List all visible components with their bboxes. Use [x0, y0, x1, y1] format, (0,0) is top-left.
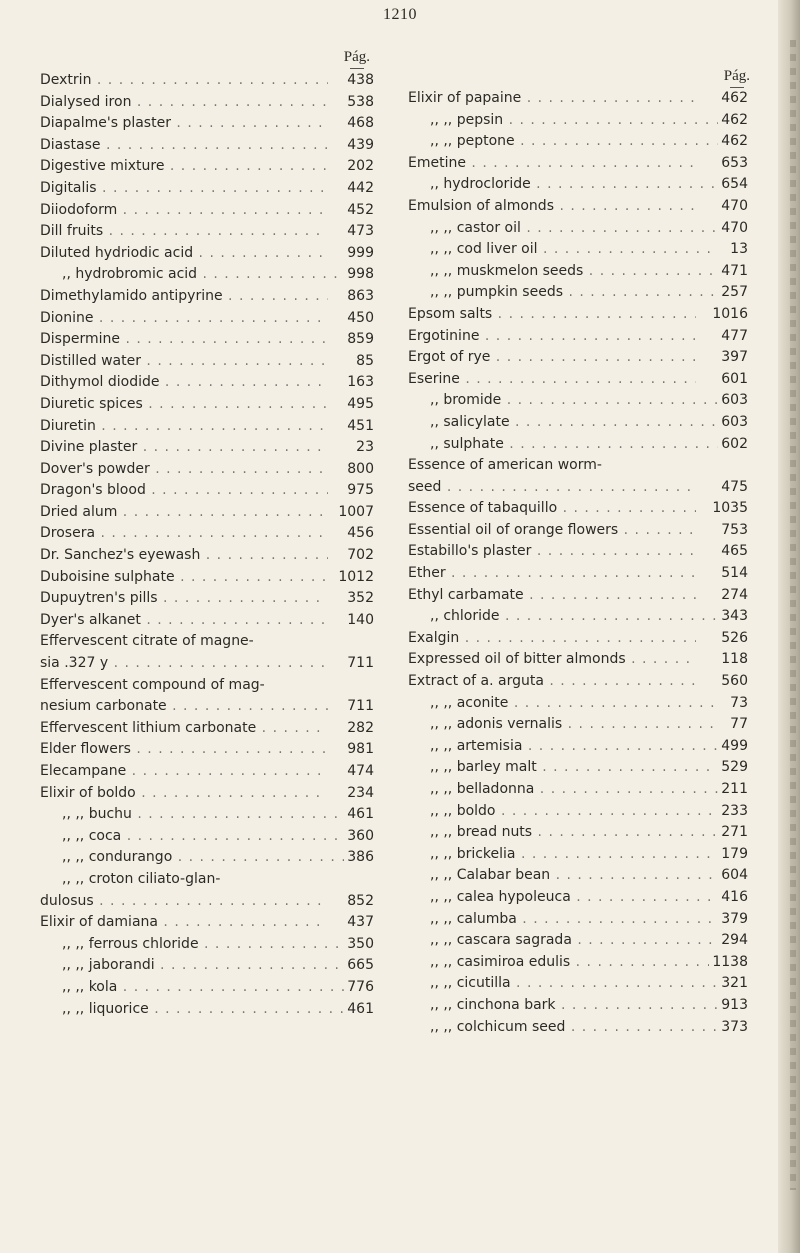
entry-name: Dover's powder . . .	[40, 459, 328, 481]
entry-page: 653	[718, 153, 748, 175]
entry-page: 711	[344, 696, 374, 718]
entry-name: seed . . .	[408, 477, 696, 499]
entry-page: 975	[344, 480, 374, 502]
entry-name: Elder flowers . . .	[40, 739, 328, 761]
index-entry	[408, 801, 748, 823]
entry-page: 859	[344, 329, 374, 351]
index-entry	[408, 563, 748, 585]
entry-name: ,, chloride . . .	[408, 606, 718, 628]
entry-page: 538	[344, 92, 374, 114]
entry-page: 386	[344, 847, 374, 869]
entry-name: Drosera . . .	[40, 523, 328, 545]
entry-name: sia .327 y . . .	[40, 653, 328, 675]
header-rule	[350, 68, 364, 69]
entry-page: 77	[727, 714, 748, 736]
entry-page: 452	[344, 200, 374, 222]
entry-name: ,, ,, cod liver oil . . .	[408, 239, 718, 261]
index-entry	[408, 477, 748, 499]
entry-name: Extract of a. arguta . . .	[408, 671, 696, 693]
entry-page: 202	[344, 156, 374, 178]
index-entry	[40, 243, 374, 265]
index-entry	[408, 887, 748, 909]
entry-name: Diiodoform . . .	[40, 200, 328, 222]
entry-page: 913	[718, 995, 748, 1017]
scan-edge-shadow	[778, 0, 800, 1253]
column-header-right	[724, 68, 750, 88]
index-entry	[408, 757, 748, 779]
entry-name: ,, ,, buchu . . .	[40, 804, 350, 826]
index-entry	[408, 110, 748, 132]
index-entry	[408, 282, 748, 304]
entry-page: 456	[344, 523, 374, 545]
entry-page: 473	[344, 221, 374, 243]
entry-name: Dionine . . .	[40, 308, 328, 330]
index-entry	[40, 135, 374, 157]
index-entry	[408, 822, 748, 844]
entry-page: 257	[718, 282, 748, 304]
entry-page: 471	[718, 261, 748, 283]
entry-page: 437	[344, 912, 374, 934]
entry-name: ,, ,, croton ciliato-glan-	[62, 870, 221, 887]
entry-name: Digestive mixture . . .	[40, 156, 328, 178]
index-entry	[40, 761, 374, 783]
index-entry	[408, 174, 748, 196]
index-entry	[40, 113, 374, 135]
entry-name: ,, ,, artemisia . . .	[408, 736, 718, 758]
entry-page: 601	[718, 369, 748, 391]
index-entry	[40, 308, 374, 330]
index-entry	[40, 847, 374, 869]
index-entry	[408, 541, 748, 563]
entry-name: ,, ,, castor oil . . .	[408, 218, 718, 240]
entry-name: Elixir of papaine . . .	[408, 88, 696, 110]
entry-name: dulosus . . .	[40, 891, 328, 913]
entry-name: ,, ,, brickelia . . .	[408, 844, 718, 866]
index-entry	[408, 131, 748, 153]
entry-name: ,, ,, adonis vernalis . . .	[408, 714, 718, 736]
page-number: 1210	[383, 6, 417, 23]
index-entry	[40, 804, 374, 826]
index-entry	[408, 326, 748, 348]
entry-name: Ethyl carbamate . . .	[408, 585, 696, 607]
entry-name: ,, ,, cinchona bark . . .	[408, 995, 718, 1017]
entry-page: 470	[718, 218, 748, 240]
entry-page: 495	[344, 394, 374, 416]
entry-page: 140	[344, 610, 374, 632]
index-entry	[40, 869, 374, 891]
index-entry	[40, 221, 374, 243]
index-entry	[40, 934, 374, 956]
index-entry	[40, 502, 374, 524]
index-entry	[40, 70, 374, 92]
index-entry	[408, 585, 748, 607]
entry-name: Eserine . . .	[408, 369, 696, 391]
entry-name: Dupuytren's pills . . .	[40, 588, 328, 610]
entry-page: 379	[718, 909, 748, 931]
index-entry	[408, 714, 748, 736]
entry-page: 442	[344, 178, 374, 200]
entry-page: 603	[718, 390, 748, 412]
entry-name: Dill fruits . . .	[40, 221, 328, 243]
entry-page: 439	[344, 135, 374, 157]
index-entry	[40, 826, 374, 848]
index-entry	[408, 930, 748, 952]
entry-page: 654	[718, 174, 748, 196]
index-entry	[40, 610, 374, 632]
index-entry	[40, 675, 374, 697]
index-entry	[408, 693, 748, 715]
entry-page: 603	[718, 412, 748, 434]
entry-page: 13	[727, 239, 748, 261]
index-entry	[408, 412, 748, 434]
index-entry	[40, 912, 374, 934]
entry-page: 450	[344, 308, 374, 330]
index-entry	[408, 498, 748, 520]
entry-name: ,, ,, aconite . . .	[408, 693, 718, 715]
entry-page: 271	[718, 822, 748, 844]
entry-page: 352	[344, 588, 374, 610]
entry-page: 475	[718, 477, 748, 499]
entry-page: 604	[718, 865, 748, 887]
entry-name: Essence of american worm-	[408, 457, 602, 474]
index-entry	[40, 394, 374, 416]
index-entry	[408, 952, 748, 974]
entry-page: 1138	[709, 952, 748, 974]
index-entry	[40, 739, 374, 761]
entry-name: ,, ,, colchicum seed . . .	[408, 1017, 718, 1039]
entry-page: 514	[718, 563, 748, 585]
entry-name: ,, ,, bread nuts . . .	[408, 822, 718, 844]
index-entry	[408, 649, 748, 671]
entry-name: ,, ,, cicutilla . . .	[408, 973, 718, 995]
entry-name: Dr. Sanchez's eyewash . . .	[40, 545, 328, 567]
entry-name: ,, ,, pumpkin seeds . . .	[408, 282, 718, 304]
index-entry	[408, 628, 748, 650]
entry-name: ,, ,, calea hypoleuca . . .	[408, 887, 718, 909]
entry-name: Diuretin . . .	[40, 416, 328, 438]
index-entry	[408, 153, 748, 175]
entry-name: Estabillo's plaster . . .	[408, 541, 696, 563]
entry-page: 233	[718, 801, 748, 823]
index-entry	[40, 696, 374, 718]
entry-page: 560	[718, 671, 748, 693]
entry-page: 179	[718, 844, 748, 866]
entry-name: Diapalme's plaster . . .	[40, 113, 328, 135]
entry-page: 753	[718, 520, 748, 542]
entry-name: Dragon's blood . . .	[40, 480, 328, 502]
entry-name: Dyer's alkanet . . .	[40, 610, 328, 632]
entry-name: Elecampane . . .	[40, 761, 328, 783]
index-entry	[40, 200, 374, 222]
entry-page: 776	[344, 977, 374, 999]
entry-name: Divine plaster . . .	[40, 437, 328, 459]
entry-name: Dithymol diodide . . .	[40, 372, 328, 394]
entry-page: 350	[344, 934, 374, 956]
entry-page: 711	[344, 653, 374, 675]
entry-name: Duboisine sulphate . . .	[40, 567, 328, 589]
entry-page: 863	[344, 286, 374, 308]
index-entry	[408, 239, 748, 261]
index-entry	[408, 218, 748, 240]
entry-page: 1012	[335, 567, 374, 589]
index-entry	[40, 955, 374, 977]
index-entry	[40, 545, 374, 567]
entry-name: Dried alum . . .	[40, 502, 328, 524]
entry-name: Effervescent citrate of magne-	[40, 633, 254, 650]
entry-name: ,, ,, pepsin . . .	[408, 110, 718, 132]
entry-page: 461	[344, 999, 374, 1021]
entry-page: 702	[344, 545, 374, 567]
entry-name: ,, ,, casimiroa edulis . . .	[408, 952, 718, 974]
index-entry	[408, 434, 748, 456]
index-entry	[408, 347, 748, 369]
entry-name: Ether . . .	[408, 563, 696, 585]
entry-page: 85	[353, 351, 374, 373]
entry-page: 981	[344, 739, 374, 761]
index-entry	[408, 844, 748, 866]
index-entry	[40, 480, 374, 502]
entry-page: 526	[718, 628, 748, 650]
entry-name: ,, ,, belladonna . . .	[408, 779, 718, 801]
index-entry	[408, 1017, 748, 1039]
entry-name: ,, bromide . . .	[408, 390, 718, 412]
entry-page: 282	[344, 718, 374, 740]
entry-name: Emulsion of almonds . . .	[408, 196, 696, 218]
index-entry	[408, 606, 748, 628]
entry-name: ,, ,, barley malt . . .	[408, 757, 718, 779]
entry-page: 73	[727, 693, 748, 715]
entry-page: 416	[718, 887, 748, 909]
entry-page: 343	[718, 606, 748, 628]
entry-name: Ergotinine . . .	[408, 326, 696, 348]
entry-name: Ergot of rye . . .	[408, 347, 696, 369]
entry-name: Emetine . . .	[408, 153, 696, 175]
entry-page: 999	[344, 243, 374, 265]
entry-page: 499	[718, 736, 748, 758]
index-entry	[408, 865, 748, 887]
index-entry	[40, 329, 374, 351]
entry-page: 998	[344, 264, 374, 286]
index-entry	[40, 351, 374, 373]
entry-name: ,, ,, peptone . . .	[408, 131, 718, 153]
index-entry	[40, 286, 374, 308]
entry-page: 470	[718, 196, 748, 218]
index-entry	[408, 736, 748, 758]
entry-name: Exalgin . . .	[408, 628, 696, 650]
index-entry	[40, 631, 374, 653]
entry-name: ,, ,, condurango . . .	[40, 847, 350, 869]
index-entry	[40, 178, 374, 200]
entry-page: 477	[718, 326, 748, 348]
index-entry	[408, 304, 748, 326]
index-entry	[408, 973, 748, 995]
entry-name: Elixir of boldo . . .	[40, 783, 328, 805]
entry-name: Dimethylamido antipyrine . . .	[40, 286, 328, 308]
index-entry	[40, 156, 374, 178]
index-column-left	[40, 49, 374, 1020]
entry-name: ,, ,, liquorice . . .	[40, 999, 350, 1021]
entry-name: ,, ,, cascara sagrada . . .	[408, 930, 718, 952]
entry-name: ,, salicylate . . .	[408, 412, 718, 434]
entry-page: 373	[718, 1017, 748, 1039]
entry-page: 461	[344, 804, 374, 826]
index-entry	[40, 437, 374, 459]
entry-page: 321	[718, 973, 748, 995]
index-entry	[408, 390, 748, 412]
entry-name: Dialysed iron . . .	[40, 92, 328, 114]
index-entry	[408, 520, 748, 542]
entry-page: 438	[344, 70, 374, 92]
entry-page: 1035	[709, 498, 748, 520]
index-entry	[40, 92, 374, 114]
index-entry	[408, 261, 748, 283]
index-entry	[408, 779, 748, 801]
entry-page: 468	[344, 113, 374, 135]
scan-edge-texture	[790, 40, 796, 1190]
entry-name: Essential oil of orange flowers . . .	[408, 520, 696, 542]
index-entry	[408, 995, 748, 1017]
entry-page: 163	[344, 372, 374, 394]
entry-page: 465	[718, 541, 748, 563]
entry-name: ,, ,, Calabar bean . . .	[408, 865, 718, 887]
entry-page: 529	[718, 757, 748, 779]
entry-name: nesium carbonate . . .	[40, 696, 328, 718]
entry-page: 852	[344, 891, 374, 913]
index-entry	[40, 567, 374, 589]
entry-name: Elixir of damiana . . .	[40, 912, 328, 934]
entry-name: ,, hydrocloride . . .	[408, 174, 718, 196]
entry-page: 462	[718, 110, 748, 132]
entry-page: 360	[344, 826, 374, 848]
index-entry	[40, 718, 374, 740]
entry-page: 211	[718, 779, 748, 801]
index-entry	[40, 588, 374, 610]
entry-name: Effervescent lithium carbonate . . .	[40, 718, 328, 740]
entry-name: ,, ,, kola . . .	[40, 977, 350, 999]
entry-name: Distilled water . . .	[40, 351, 328, 373]
index-entry	[40, 523, 374, 545]
entry-name: Expressed oil of bitter almonds . . .	[408, 649, 696, 671]
entry-name: Digitalis . . .	[40, 178, 328, 200]
entry-name: Dispermine . . .	[40, 329, 328, 351]
entry-page: 474	[344, 761, 374, 783]
index-entry	[40, 891, 374, 913]
entry-name: ,, ,, jaborandi . . .	[40, 955, 350, 977]
entry-name: Essence of tabaquillo . . .	[408, 498, 696, 520]
index-entry	[408, 909, 748, 931]
entry-name: Epsom salts . . .	[408, 304, 696, 326]
index-entry	[40, 653, 374, 675]
index-entry	[408, 671, 748, 693]
entry-name: ,, ,, calumba . . .	[408, 909, 718, 931]
entry-name: ,, sulphate . . .	[408, 434, 718, 456]
entry-page: 462	[718, 88, 748, 110]
entry-name: ,, ,, ferrous chloride . . .	[40, 934, 350, 956]
index-column-right	[408, 70, 748, 1038]
entry-name: Diluted hydriodic acid . . .	[40, 243, 328, 265]
column-header-label: Pág.	[343, 49, 370, 65]
column-header-label: Pág.	[723, 68, 750, 84]
entry-name: ,, hydrobromic acid . . .	[40, 264, 350, 286]
index-entry	[40, 999, 374, 1021]
entry-page: 118	[718, 649, 748, 671]
index-entry	[40, 783, 374, 805]
index-list-right	[408, 70, 748, 1038]
entry-page: 274	[718, 585, 748, 607]
entry-name: ,, ,, muskmelon seeds . . .	[408, 261, 718, 283]
entry-name: Diastase . . .	[40, 135, 328, 157]
index-entry	[408, 196, 748, 218]
index-entry	[40, 372, 374, 394]
entry-name: Effervescent compound of mag-	[40, 676, 265, 693]
entry-page: 462	[718, 131, 748, 153]
column-header-left	[344, 49, 370, 69]
index-entry	[40, 416, 374, 438]
index-entry	[408, 88, 748, 110]
index-entry	[40, 977, 374, 999]
entry-page: 1007	[335, 502, 374, 524]
entry-page: 397	[718, 347, 748, 369]
index-entry	[40, 459, 374, 481]
entry-name: Dextrin . . .	[40, 70, 328, 92]
index-entry	[40, 264, 374, 286]
index-entry	[408, 455, 748, 477]
entry-page: 234	[344, 783, 374, 805]
entry-page: 1016	[709, 304, 748, 326]
entry-page: 602	[718, 434, 748, 456]
index-list-left	[40, 70, 374, 1020]
entry-page: 665	[344, 955, 374, 977]
entry-page: 23	[353, 437, 374, 459]
entry-name: ,, ,, boldo . . .	[408, 801, 718, 823]
index-entry	[408, 369, 748, 391]
entry-name: Diuretic spices . . .	[40, 394, 328, 416]
entry-page: 800	[344, 459, 374, 481]
entry-page: 451	[344, 416, 374, 438]
entry-name: ,, ,, coca . . .	[40, 826, 350, 848]
entry-page: 294	[718, 930, 748, 952]
